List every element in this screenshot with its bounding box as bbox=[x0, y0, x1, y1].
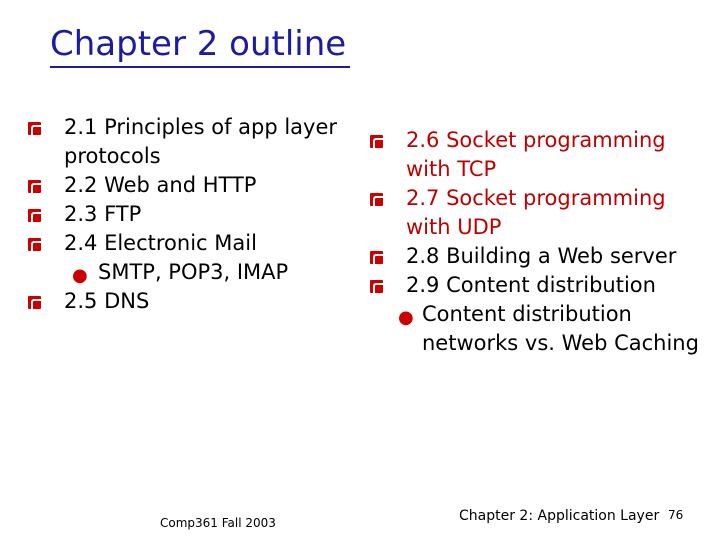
outline-subitem-text: SMTP, POP3, IMAP bbox=[98, 260, 289, 284]
outline-item-text: 2.7 Socket programming with UDP bbox=[406, 186, 666, 239]
outline-item-text: 2.5 DNS bbox=[64, 289, 150, 313]
page-number: 76 bbox=[668, 508, 684, 522]
sub-bullet-icon: ● bbox=[398, 307, 414, 328]
outline-subitem bbox=[28, 258, 358, 287]
outline-item-text: 2.6 Socket programming with TCP bbox=[406, 128, 666, 181]
bullet-icon bbox=[370, 193, 383, 206]
bullet-icon bbox=[370, 135, 383, 148]
outline-item bbox=[28, 287, 358, 316]
outline-item bbox=[28, 229, 358, 258]
outline-item bbox=[28, 113, 358, 171]
footer-chapter: Chapter 2: Application Layer bbox=[459, 508, 660, 524]
bullet-icon bbox=[28, 122, 41, 135]
outline-subitem-text: Content distribution networks vs. Web Caching bbox=[422, 302, 699, 355]
footer-course: Comp361 Fall 2003 bbox=[160, 516, 276, 530]
outline-item bbox=[28, 200, 358, 229]
outline-item bbox=[370, 184, 715, 242]
outline-item bbox=[370, 271, 715, 300]
bullet-icon bbox=[370, 280, 383, 293]
outline-subitem bbox=[370, 300, 715, 358]
outline-item-text: 2.9 Content distribution bbox=[406, 273, 656, 297]
bullet-icon bbox=[28, 180, 41, 193]
outline-item-text: 2.4 Electronic Mail bbox=[64, 231, 257, 255]
right-outline bbox=[370, 126, 715, 358]
outline-item-text: 2.1 Principles of app layer protocols bbox=[64, 115, 338, 168]
outline-item-text: 2.2 Web and HTTP bbox=[64, 173, 257, 197]
slide-title: Chapter 2 outline bbox=[50, 22, 350, 68]
bullet-icon bbox=[28, 209, 41, 222]
bullet-icon bbox=[28, 296, 41, 309]
outline-item bbox=[28, 171, 358, 200]
outline-item-text: 2.3 FTP bbox=[64, 202, 142, 226]
bullet-icon bbox=[370, 251, 383, 264]
outline-item bbox=[370, 126, 715, 184]
outline-item bbox=[370, 242, 715, 271]
sub-bullet-icon: ● bbox=[72, 265, 88, 286]
left-outline bbox=[28, 113, 358, 316]
outline-item-text: 2.8 Building a Web server bbox=[406, 244, 677, 268]
bullet-icon bbox=[28, 238, 41, 251]
